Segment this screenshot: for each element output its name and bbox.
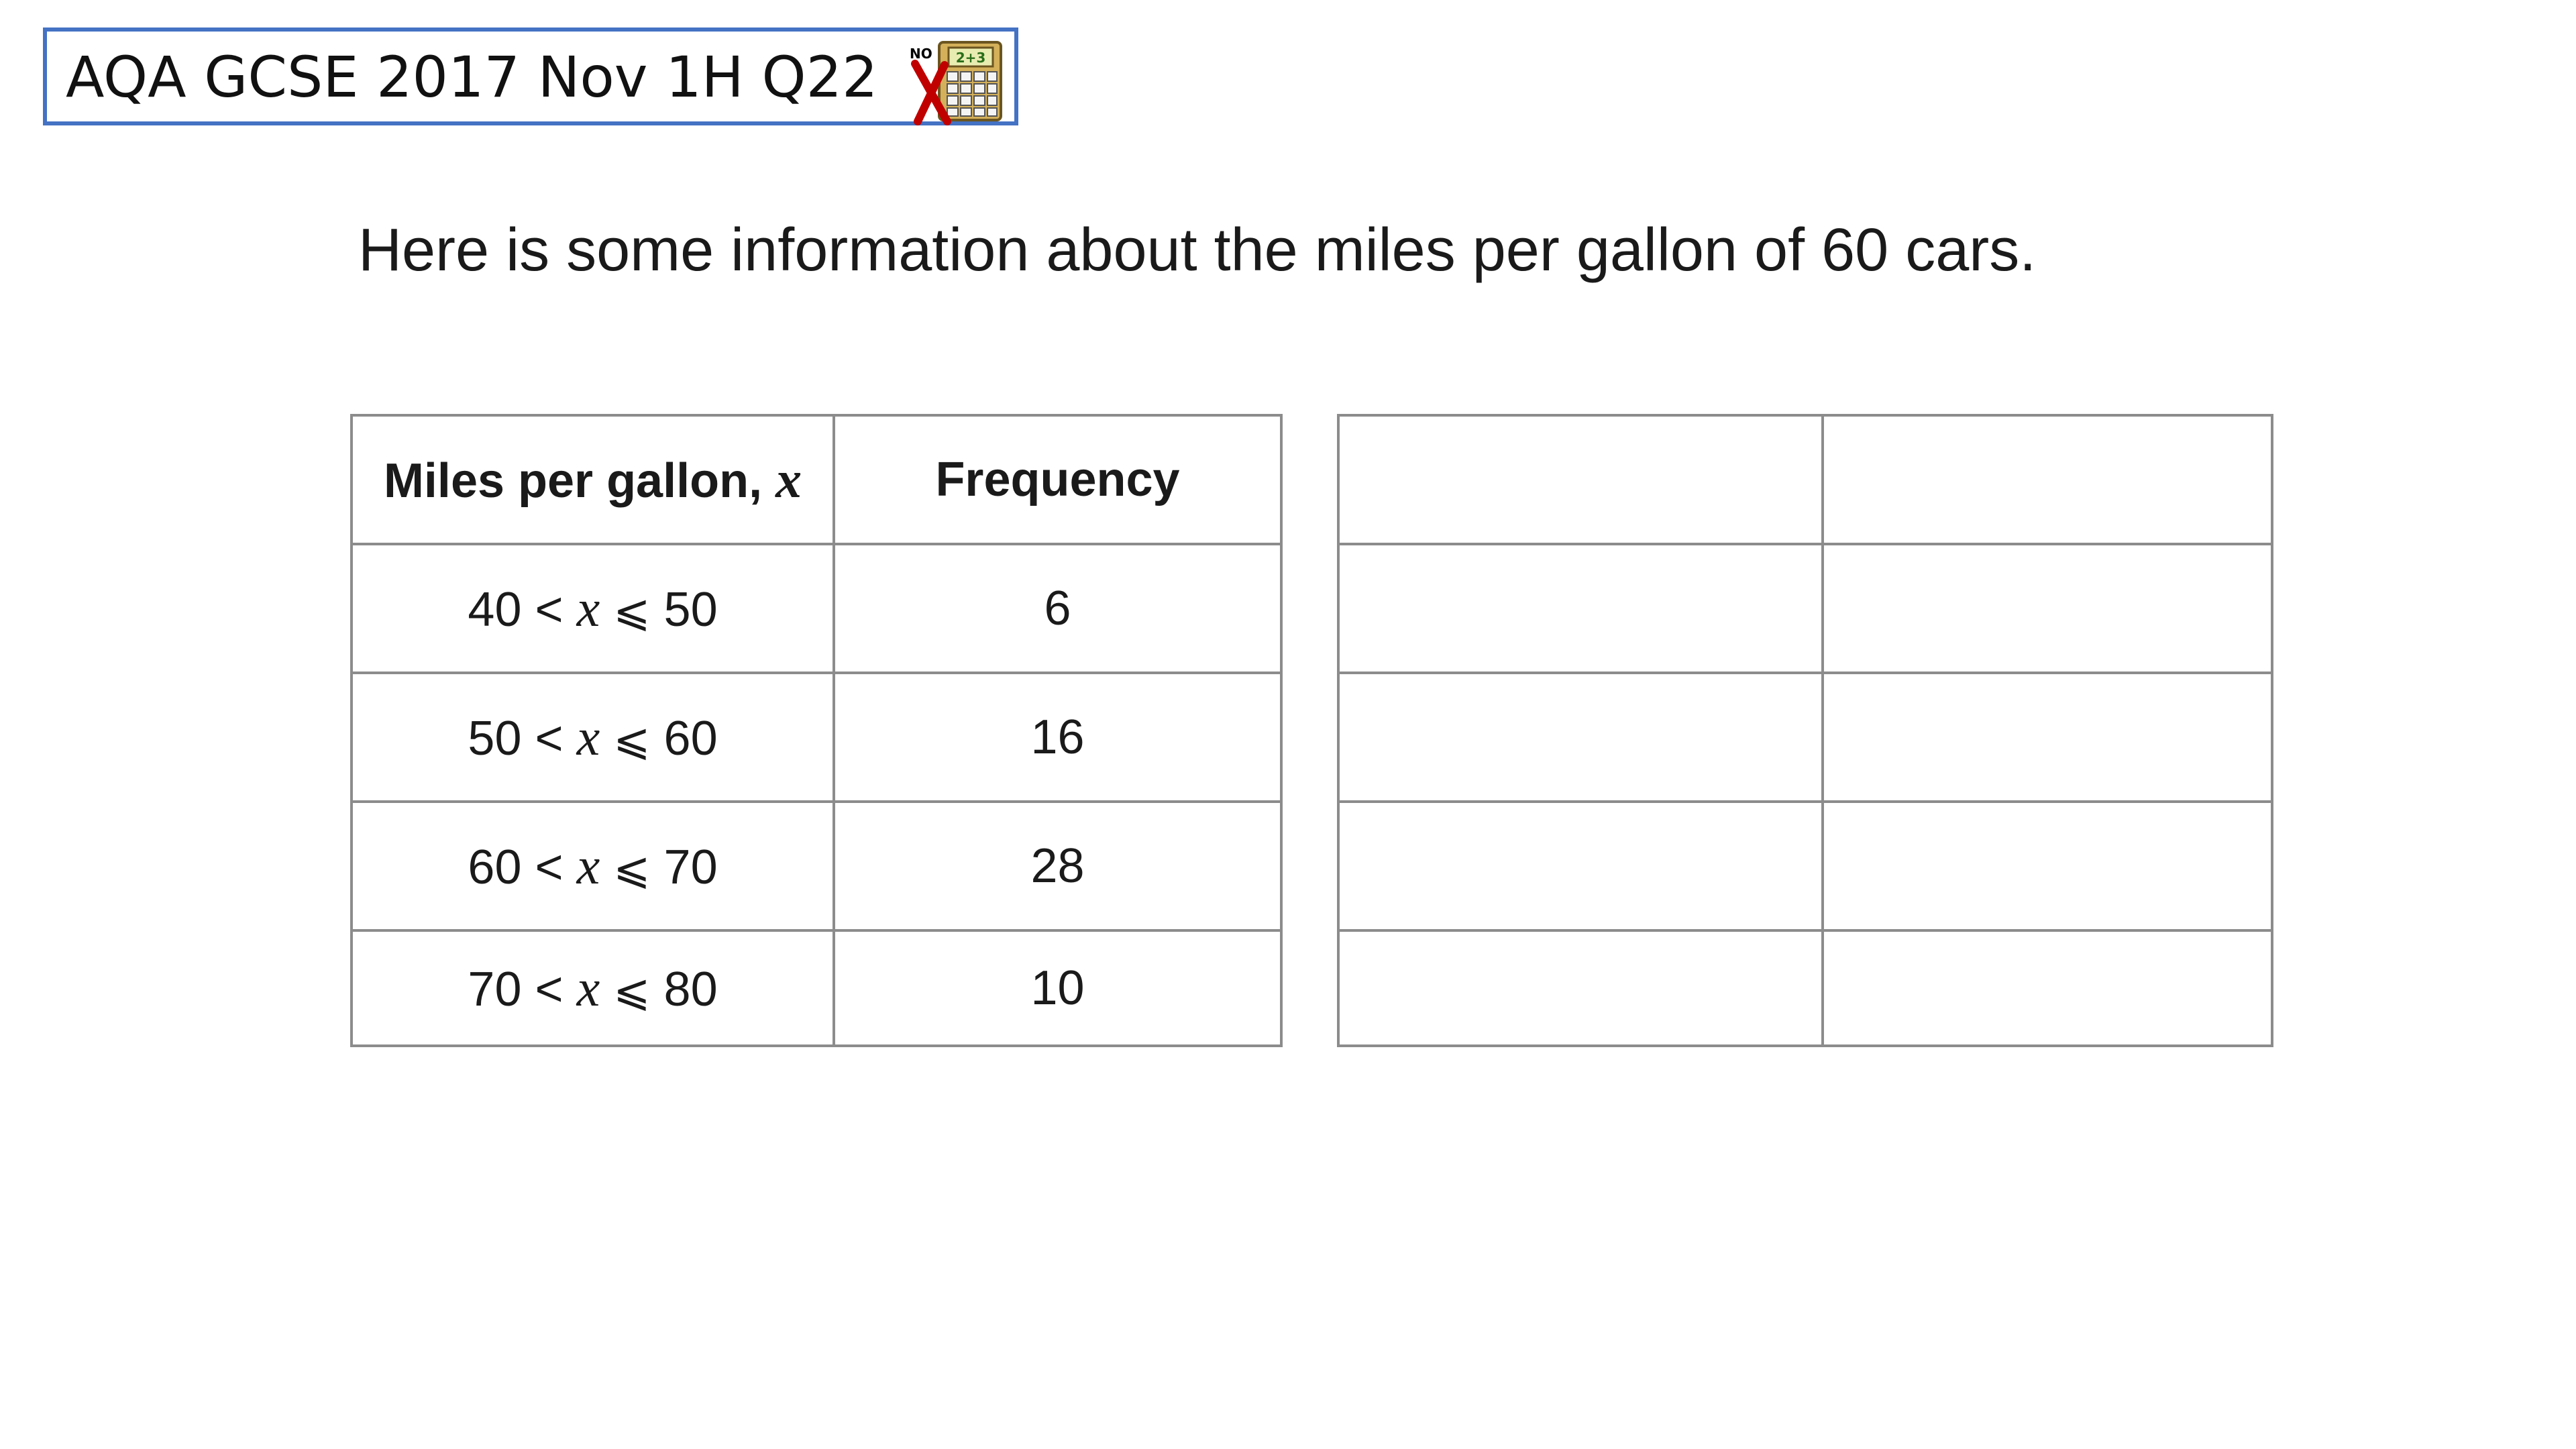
interval-variable: x <box>576 959 600 1017</box>
header-mpg-variable: x <box>775 450 802 508</box>
table-header-row <box>352 415 1281 544</box>
table-row <box>352 544 1281 673</box>
class-interval-cell <box>352 544 834 673</box>
interval-upper: 50 <box>663 583 718 637</box>
blank-table-row <box>1338 802 2272 930</box>
blank-cell[interactable] <box>1823 930 2272 1046</box>
less-or-equal-symbol: ⩽ <box>613 585 651 637</box>
interval-lower: 70 <box>468 963 522 1016</box>
interval-variable: x <box>576 837 600 895</box>
class-interval-cell <box>352 802 834 930</box>
question-intro-text: Here is some information about the miles per gallon of 60 cars. <box>358 217 2037 284</box>
frequency-table <box>350 414 1283 1047</box>
less-or-equal-symbol: ⩽ <box>613 843 651 894</box>
blank-cell[interactable] <box>1823 544 2272 673</box>
header-mpg-label: Miles per gallon, <box>383 454 776 508</box>
interval-upper: 80 <box>663 963 718 1016</box>
interval-lower: 40 <box>468 583 522 637</box>
blank-cell[interactable] <box>1823 415 2272 544</box>
question-reference-title: AQA GCSE 2017 Nov 1H Q22 <box>66 44 878 110</box>
frequency-cell: 6 <box>834 544 1281 673</box>
less-than-symbol: < <box>535 963 564 1016</box>
interval-upper: 70 <box>663 841 718 894</box>
interval-lower: 60 <box>468 841 522 894</box>
blank-table-row <box>1338 415 2272 544</box>
header-frequency: Frequency <box>834 415 1281 544</box>
table-row <box>352 930 1281 1046</box>
calculator-screen-text: 2+3 <box>955 50 986 66</box>
less-or-equal-symbol: ⩽ <box>613 714 651 765</box>
frequency-cell: 10 <box>834 930 1281 1046</box>
blank-working-table <box>1337 414 2273 1047</box>
interval-lower: 50 <box>468 712 522 765</box>
interval-variable: x <box>576 579 600 637</box>
calculator-no-badge: NO <box>910 46 932 62</box>
blank-cell[interactable] <box>1338 415 1823 544</box>
title-box <box>43 28 1018 125</box>
blank-table-row <box>1338 673 2272 802</box>
blank-cell[interactable] <box>1338 930 1823 1046</box>
table-row <box>352 673 1281 802</box>
class-interval-cell <box>352 930 834 1046</box>
less-than-symbol: < <box>535 841 564 894</box>
blank-cell[interactable] <box>1823 673 2272 802</box>
table-row <box>352 802 1281 930</box>
header-miles-per-gallon <box>352 415 834 544</box>
blank-cell[interactable] <box>1823 802 2272 930</box>
frequency-cell: 28 <box>834 802 1281 930</box>
no-calculator-icon <box>906 38 1006 125</box>
blank-cell[interactable] <box>1338 802 1823 930</box>
blank-cell[interactable] <box>1338 544 1823 673</box>
less-or-equal-symbol: ⩽ <box>613 965 651 1016</box>
less-than-symbol: < <box>535 712 564 765</box>
blank-cell[interactable] <box>1338 673 1823 802</box>
frequency-cell: 16 <box>834 673 1281 802</box>
blank-table-row <box>1338 930 2272 1046</box>
class-interval-cell <box>352 673 834 802</box>
blank-table-row <box>1338 544 2272 673</box>
interval-variable: x <box>576 708 600 766</box>
interval-upper: 60 <box>663 712 718 765</box>
less-than-symbol: < <box>535 583 564 637</box>
